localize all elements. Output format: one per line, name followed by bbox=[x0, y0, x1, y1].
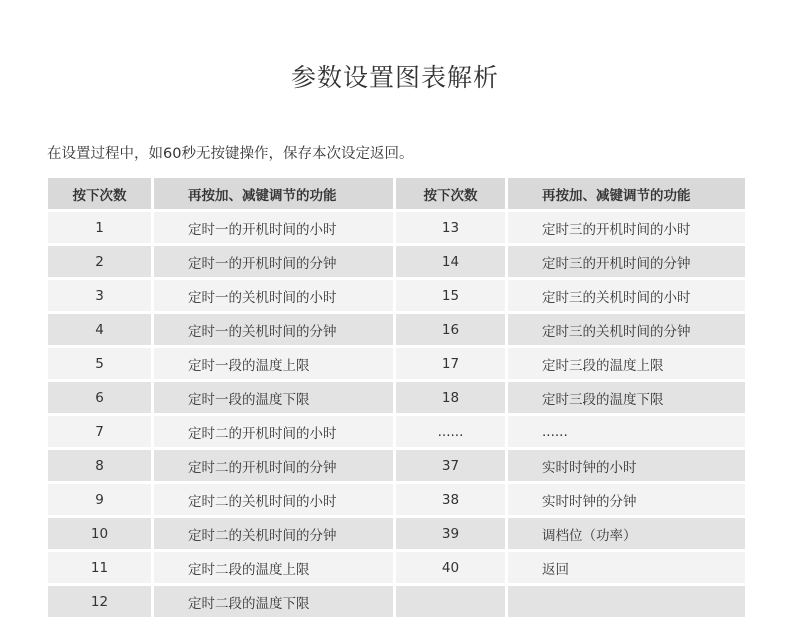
table-row bbox=[48, 212, 745, 243]
press-count-cell: 16 bbox=[396, 314, 505, 345]
function-cell: 定时一的开机时间的分钟 bbox=[154, 246, 393, 277]
press-count-cell: 9 bbox=[48, 484, 151, 515]
function-cell: 定时二的开机时间的分钟 bbox=[154, 450, 393, 481]
press-count-cell: 7 bbox=[48, 416, 151, 447]
function-cell: 调档位（功率） bbox=[508, 518, 745, 549]
function-cell: 定时一的关机时间的分钟 bbox=[154, 314, 393, 345]
table-row bbox=[48, 484, 745, 515]
press-count-cell: 37 bbox=[396, 450, 505, 481]
function-cell: 定时三的关机时间的分钟 bbox=[508, 314, 745, 345]
function-cell: 定时三段的温度上限 bbox=[508, 348, 745, 379]
press-count-cell: 40 bbox=[396, 552, 505, 583]
table-row bbox=[48, 246, 745, 277]
press-count-cell: 6 bbox=[48, 382, 151, 413]
press-count-cell: 18 bbox=[396, 382, 505, 413]
press-count-cell: 17 bbox=[396, 348, 505, 379]
press-count-cell: 4 bbox=[48, 314, 151, 345]
page-title: 参数设置图表解析 bbox=[290, 63, 499, 92]
press-count-cell: 10 bbox=[48, 518, 151, 549]
table-row bbox=[48, 314, 745, 345]
press-count-cell: 38 bbox=[396, 484, 505, 515]
press-count-cell: 5 bbox=[48, 348, 151, 379]
function-cell: 定时二的关机时间的小时 bbox=[154, 484, 393, 515]
press-count-cell: 3 bbox=[48, 280, 151, 311]
function-cell: 定时三的关机时间的小时 bbox=[508, 280, 745, 311]
table-row bbox=[48, 518, 745, 549]
press-count-cell: 2 bbox=[48, 246, 151, 277]
function-cell: 实时时钟的小时 bbox=[508, 450, 745, 481]
header-press-count-right: 按下次数 bbox=[396, 178, 505, 209]
table-row bbox=[48, 280, 745, 311]
table-row bbox=[48, 348, 745, 379]
function-cell: 定时二段的温度下限 bbox=[154, 586, 393, 617]
press-count-cell: 8 bbox=[48, 450, 151, 481]
function-cell: 定时一段的温度上限 bbox=[154, 348, 393, 379]
press-count-cell: 39 bbox=[396, 518, 505, 549]
function-cell bbox=[508, 586, 745, 617]
function-cell: 定时三段的温度下限 bbox=[508, 382, 745, 413]
press-count-cell: ...... bbox=[396, 416, 505, 447]
header-function-right: 再按加、减键调节的功能 bbox=[508, 178, 745, 209]
table-row bbox=[48, 586, 745, 617]
table-header-row bbox=[48, 178, 745, 209]
table-row bbox=[48, 450, 745, 481]
settings-note: 在设置过程中，如60秒无按键操作，保存本次设定返回。 bbox=[47, 146, 414, 162]
table-row bbox=[48, 416, 745, 447]
press-count-cell: 14 bbox=[396, 246, 505, 277]
parameter-table bbox=[45, 175, 748, 620]
press-count-cell: 13 bbox=[396, 212, 505, 243]
function-cell: 定时一的关机时间的小时 bbox=[154, 280, 393, 311]
function-cell: 定时一的开机时间的小时 bbox=[154, 212, 393, 243]
table-row bbox=[48, 382, 745, 413]
function-cell: 定时一段的温度下限 bbox=[154, 382, 393, 413]
function-cell: 定时三的开机时间的分钟 bbox=[508, 246, 745, 277]
press-count-cell bbox=[396, 586, 505, 617]
press-count-cell: 11 bbox=[48, 552, 151, 583]
function-cell: 定时二的关机时间的分钟 bbox=[154, 518, 393, 549]
function-cell: 定时二段的温度上限 bbox=[154, 552, 393, 583]
function-cell: 定时二的开机时间的小时 bbox=[154, 416, 393, 447]
header-function-left: 再按加、减键调节的功能 bbox=[154, 178, 393, 209]
header-press-count-left: 按下次数 bbox=[48, 178, 151, 209]
press-count-cell: 15 bbox=[396, 280, 505, 311]
table-row bbox=[48, 552, 745, 583]
function-cell: ...... bbox=[508, 416, 745, 447]
press-count-cell: 12 bbox=[48, 586, 151, 617]
function-cell: 实时时钟的分钟 bbox=[508, 484, 745, 515]
function-cell: 定时三的开机时间的小时 bbox=[508, 212, 745, 243]
press-count-cell: 1 bbox=[48, 212, 151, 243]
function-cell: 返回 bbox=[508, 552, 745, 583]
